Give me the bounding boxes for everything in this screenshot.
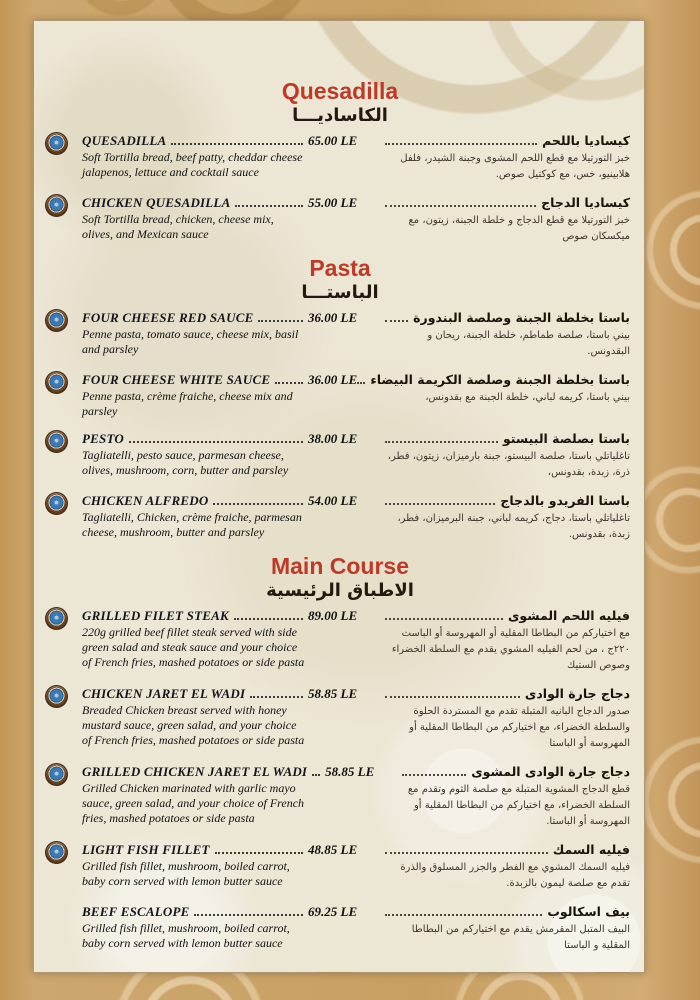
dotted-leader — [213, 503, 303, 505]
item-name-en: CHICKEN ALFREDO — [82, 493, 209, 508]
item-desc-en: Penne pasta, crème fraiche, cheese mix and parsley — [82, 389, 293, 418]
arabic-column — [382, 194, 634, 245]
dotted-leader — [385, 696, 520, 698]
icon-column — [46, 903, 82, 930]
item-desc-ar: تاغلياتلي باستا، صلصة البيستو، جبنة بارميزان، زيتون، فطر، ذرة، زبدة، بقدونس، — [387, 451, 630, 478]
dotted-leader — [234, 618, 303, 620]
item-name-ar: باستا بصلصة البيستو — [502, 431, 630, 446]
dotted-leader — [312, 774, 320, 776]
arabic-column — [399, 763, 634, 830]
item-desc-en: 220g grilled beef fillet steak served with side green salad and steak sauce and your choice of French fries, mashed potatoes or side pasta — [82, 625, 305, 669]
menu-item-badge-icon — [46, 764, 67, 785]
dotted-leader — [385, 320, 408, 322]
arabic-column — [382, 430, 634, 481]
menu-item-badge-icon — [46, 431, 67, 452]
english-column — [82, 492, 306, 540]
item-desc-en: Grilled fish fillet, mushroom, boiled carrot, baby corn served with lemon butter sauce — [82, 921, 290, 950]
english-column — [82, 903, 306, 951]
menu-item-badge-icon — [46, 686, 67, 707]
item-desc-ar: تاغلياتلي باستا، دجاج، كريمه لباني، جبنة البرميزان، فطر، زبدة، بقدونس. — [397, 513, 630, 540]
icon-column — [46, 132, 82, 159]
english-column — [82, 607, 306, 670]
dotted-leader — [258, 320, 303, 322]
item-desc-en: Soft Tortilla bread, beef patty, cheddar cheese jalapenos, lettuce and cocktail sauce — [82, 150, 303, 179]
dotted-leader — [385, 441, 498, 443]
english-column — [82, 194, 306, 242]
section-title-en: Main Course — [270, 553, 410, 579]
section-title-ar: الكاساديـــا — [292, 105, 388, 126]
section-title-en: Pasta — [309, 255, 371, 281]
menu-item — [46, 607, 634, 674]
arabic-column — [382, 903, 634, 954]
icon-column — [46, 194, 82, 221]
item-name-ar: باستا بخلطة الجبنة وصلصة الكريمة البيضاء — [370, 372, 630, 387]
item-name-en: LIGHT FISH FILLET — [82, 842, 210, 857]
menu-item — [46, 841, 634, 892]
dotted-leader — [215, 852, 303, 854]
icon-column — [46, 430, 82, 457]
menu-item-badge-icon — [46, 372, 67, 393]
dotted-leader — [171, 143, 303, 145]
icon-column — [46, 763, 82, 790]
section-header-main-course — [46, 554, 634, 602]
item-name-en: CHICKEN QUESADILLA — [82, 195, 231, 210]
dotted-leader — [385, 503, 495, 505]
menu-item — [46, 763, 634, 830]
item-name-en: FOUR CHEESE RED SAUCE — [82, 310, 254, 325]
item-name-ar: فيليه اللحم المشوى — [507, 608, 630, 623]
item-name-ar: دجاج جارة الوادى المشوى — [471, 764, 630, 779]
menu-item — [46, 685, 634, 752]
item-desc-ar: خبز التورتيلا مع قطع الدجاج و خلطة الجبنة، زيتون، مع ميكسكان صوص — [408, 215, 630, 242]
item-desc-en: Penne pasta, tomato sauce, cheese mix, basil and parsley — [82, 327, 299, 356]
dotted-leader — [357, 382, 365, 384]
arabic-column — [382, 309, 634, 360]
menu-item-badge-icon — [46, 195, 67, 216]
icon-column — [46, 685, 82, 712]
icon-column — [46, 607, 82, 634]
item-desc-ar: قطع الدجاج المشوية المتبلة مع صلصة الثوم وتقدم مع السلطة الخضراء، مع اختياركم من البطاطا المقلية أو المهروسة أو الباستا. — [407, 784, 630, 827]
item-desc-en: Breaded Chicken breast served with honey mustard sauce, green salad, and your choice of French fries, mashed potatoes or side pasta — [82, 703, 305, 747]
item-name-ar: كيساديا باللحم — [542, 133, 630, 148]
arabic-column — [382, 607, 634, 674]
menu-item — [46, 309, 634, 360]
item-price: 48.85 LE — [308, 842, 358, 857]
menu-item — [46, 132, 634, 183]
item-price: 36.00 LE — [308, 310, 358, 325]
arabic-column — [382, 685, 634, 752]
dotted-leader — [402, 774, 466, 776]
section-title-ar: الاطباق الرئيسية — [266, 580, 414, 601]
dotted-leader — [235, 205, 303, 207]
english-column — [82, 371, 306, 419]
item-price: 89.00 LE — [308, 608, 358, 623]
menu-item-badge-icon — [46, 842, 67, 863]
dotted-leader — [385, 914, 542, 916]
dotted-leader — [385, 143, 537, 145]
item-desc-ar: بيني باستا، صلصة طماطم، خلطة الجبنة، ريحان و البقدونس. — [427, 330, 630, 357]
icon-column — [46, 841, 82, 868]
dotted-leader — [385, 852, 548, 854]
item-desc-ar: مع اختياركم من البطاطا المقلية أو المهروسة أو الباست ٢٢٠ج ، من لحم الفيليه المشوي يقدم مع السلطة الخضراء وصوص الستيك — [391, 628, 630, 671]
item-name-en: PESTO — [82, 431, 124, 446]
item-price: 36.00 LE — [308, 372, 358, 387]
english-column — [82, 841, 306, 889]
item-price: 38.00 LE — [308, 431, 358, 446]
item-desc-ar: خبز التورتيلا مع قطع اللحم المشوى وجبنة الشيدر، فلفل هلابينيو، خس، مع كوكتيل صوص. — [400, 153, 630, 180]
item-name-en: CHICKEN JARET EL WADI — [82, 686, 246, 701]
icon-column — [46, 309, 82, 336]
menu-item — [46, 371, 634, 419]
menu-item — [46, 492, 634, 543]
item-price: 54.00 LE — [308, 493, 358, 508]
icon-column — [46, 371, 82, 398]
arabic-column — [382, 132, 634, 183]
item-name-ar: باستا الفريدو بالدجاج — [500, 493, 630, 508]
item-desc-en: Tagliatelli, Chicken, crème fraiche, parmesan cheese, mushroom, butter and parsley — [82, 510, 302, 539]
arabic-column — [382, 492, 634, 543]
menu-item-badge-icon — [46, 133, 67, 154]
english-column — [82, 430, 306, 478]
item-price: 58.85 LE — [308, 686, 358, 701]
dotted-leader — [129, 441, 303, 443]
menu-item — [46, 194, 634, 245]
menu-item-badge-icon — [46, 493, 67, 514]
item-name-en: QUESADILLA — [82, 133, 167, 148]
item-desc-en: Soft Tortilla bread, chicken, cheese mix, olives, and Mexican sauce — [82, 212, 274, 241]
menu-item-badge-icon — [46, 310, 67, 331]
arabic-column — [382, 841, 634, 892]
item-price: 65.00 LE — [308, 133, 358, 148]
section-title-ar: الباستـــا — [301, 282, 379, 303]
item-price: 58.85 LE — [325, 764, 375, 779]
menu-item — [46, 430, 634, 481]
dotted-leader — [250, 696, 303, 698]
item-desc-en: Grilled Chicken marinated with garlic mayo sauce, green salad, and your choice of French fries, mashed potatoes or side pasta — [82, 781, 305, 825]
item-price: 69.25 LE — [308, 904, 358, 919]
section-header-quesadilla — [46, 79, 634, 127]
item-name-en: GRILLED CHICKEN JARET EL WADI — [82, 764, 308, 779]
section-title-en: Quesadilla — [281, 78, 399, 104]
dotted-leader — [385, 205, 536, 207]
item-name-en: FOUR CHEESE WHITE SAUCE — [82, 372, 271, 387]
item-price: 55.00 LE — [308, 195, 358, 210]
item-desc-en: Grilled fish fillet, mushroom, boiled carrot, baby corn served with lemon butter sauce — [82, 859, 290, 888]
english-column — [82, 132, 306, 180]
menu-item — [46, 903, 634, 954]
section-header-pasta — [46, 256, 634, 304]
menu-page — [33, 20, 645, 973]
item-desc-ar: صدور الدجاج البانيه المتبلة تقدم مع المستردة الحلوة والسلطة الخضراء، مع اختياركم من البطاطا المقلية أو المهروسة أو الباستا — [409, 706, 630, 749]
item-desc-ar: البيف المتبل المقرمش يقدم مع اختياركم من البطاطا المقلية و الباستا — [411, 924, 630, 951]
item-name-ar: فيليه السمك — [552, 842, 630, 857]
menu-item-badge-icon — [46, 608, 67, 629]
dotted-leader — [275, 382, 303, 384]
item-name-en: GRILLED FILET STEAK — [82, 608, 229, 623]
icon-column — [46, 492, 82, 519]
item-name-en: BEEF ESCALOPE — [82, 904, 190, 919]
arabic-column — [370, 371, 634, 406]
item-name-ar: بيف اسكالوب — [547, 904, 630, 919]
english-column — [82, 763, 323, 826]
item-name-ar: كيساديا الدجاج — [541, 195, 630, 210]
item-desc-ar: بيني باستا، كريمه لباني، خلطة الجبنة مع بقدونس، — [425, 392, 630, 403]
dotted-leader — [385, 618, 503, 620]
english-column — [82, 685, 306, 748]
item-desc-ar: فيليه السمك المشوي مع الفطر والجزر المسلوق والذرة تقدم مع صلصة ليمون بالزبدة. — [400, 862, 630, 889]
item-name-ar: باستا بخلطة الجبنة وصلصة البندورة — [413, 310, 630, 325]
dotted-leader — [194, 914, 303, 916]
item-name-ar: دجاج جارة الوادى — [524, 686, 630, 701]
item-desc-en: Tagliatelli, pesto sauce, parmesan cheese, olives, mushroom, corn, butter and parsley — [82, 448, 289, 477]
english-column — [82, 309, 306, 357]
